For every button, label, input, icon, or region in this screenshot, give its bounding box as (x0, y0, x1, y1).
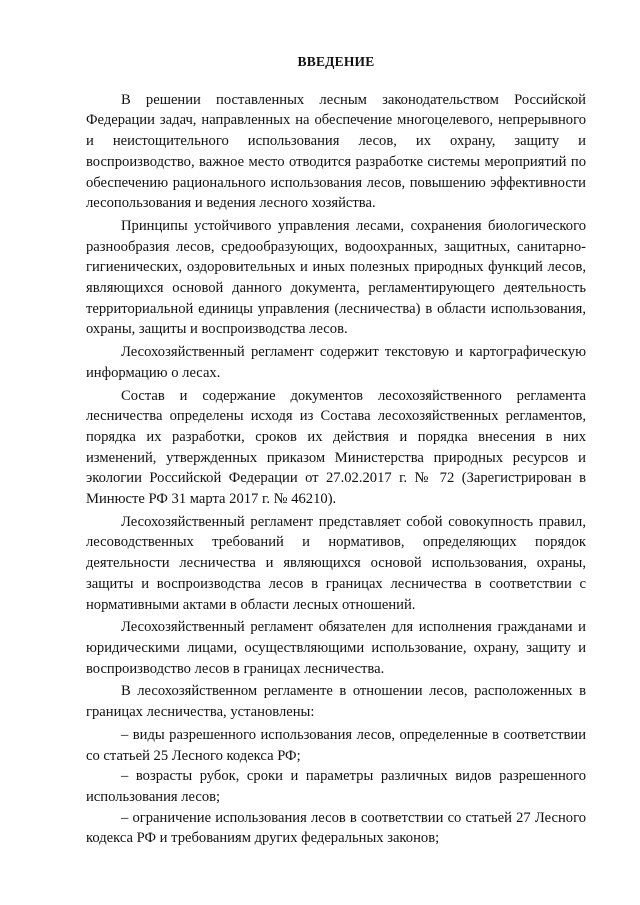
document-title: ВВЕДЕНИЕ (297, 54, 375, 69)
list-item: – виды разрешенного использования лесов, определенные в соответствии со статьей 25 Лесного кодекса РФ; (86, 726, 586, 764)
list-item: – возрасты рубок, сроки и параметры различных видов разрешенного использования лесов; (86, 768, 586, 805)
paragraph-principles: Принципы устойчивого управления лесами, сохранения биологического разнообразия лесов, средообразующих, водоохранных, защитных, санитарно-гигиенических, оздоровительных и иных полезных природных функций лесов, являющихся основой данного документа, регламентирующего деятельность территориальной единицы управления (лесничества) в области использования, охраны, защиты и воспроизводства лесов. (86, 217, 586, 338)
paragraph-intro: В решении поставленных лесным законодательством Российской Федерации задач, направленных на обеспечение многоцелевого, непрерывного и неистощительного использования лесов, их охрану, защиту и воспроизводство, важное место отводится разработке системы мероприятий по обеспечению рационального использования лесов, повышению эффективности лесопользования и ведения лесного хозяйства. (86, 91, 586, 212)
list-item: – ограничение использования лесов в соответствии со статьей 27 Лесного кодекса РФ и требованиям других федеральных законов; (86, 809, 586, 847)
paragraph-content: Лесохозяйственный регламент содержит текстовую и картографическую информацию о лесах. (86, 344, 586, 381)
paragraph-established: В лесохозяйственном регламенте в отношении лесов, расположенных в границах лесничества, установлены: (86, 683, 586, 721)
paragraph-obligation: Лесохозяйственный регламент обязателен для исполнения гражданами и юридическими лицами, осуществляющими использование, охрану, защиту и воспроизводство лесов в границах лесничества. (86, 619, 586, 677)
paragraph-composition: Состав и содержание документов лесохозяйственного регламента лесничества определены исходя из Состава лесохозяйственных регламентов, порядка их разработки, сроков их действия и порядка внесения в них изменений, утвержденных приказом Министерства природных ресурсов и экологии Российской Федерации от 27.02.2017 г. № 72 (Зарегистрирован в Минюсте РФ 31 марта 2017 г. № 46210). (86, 387, 586, 508)
paragraph-definition: Лесохозяйственный регламент представляет собой совокупность правил, лесоводственных требований и нормативов, определяющих порядок деятельности лесничества и являющихся основой использования, охраны, защиты и воспроизводства лесов в границах лесничества в соответствии с нормативными актами в области лесных отношений. (86, 513, 586, 613)
document-page (86, 52, 586, 849)
